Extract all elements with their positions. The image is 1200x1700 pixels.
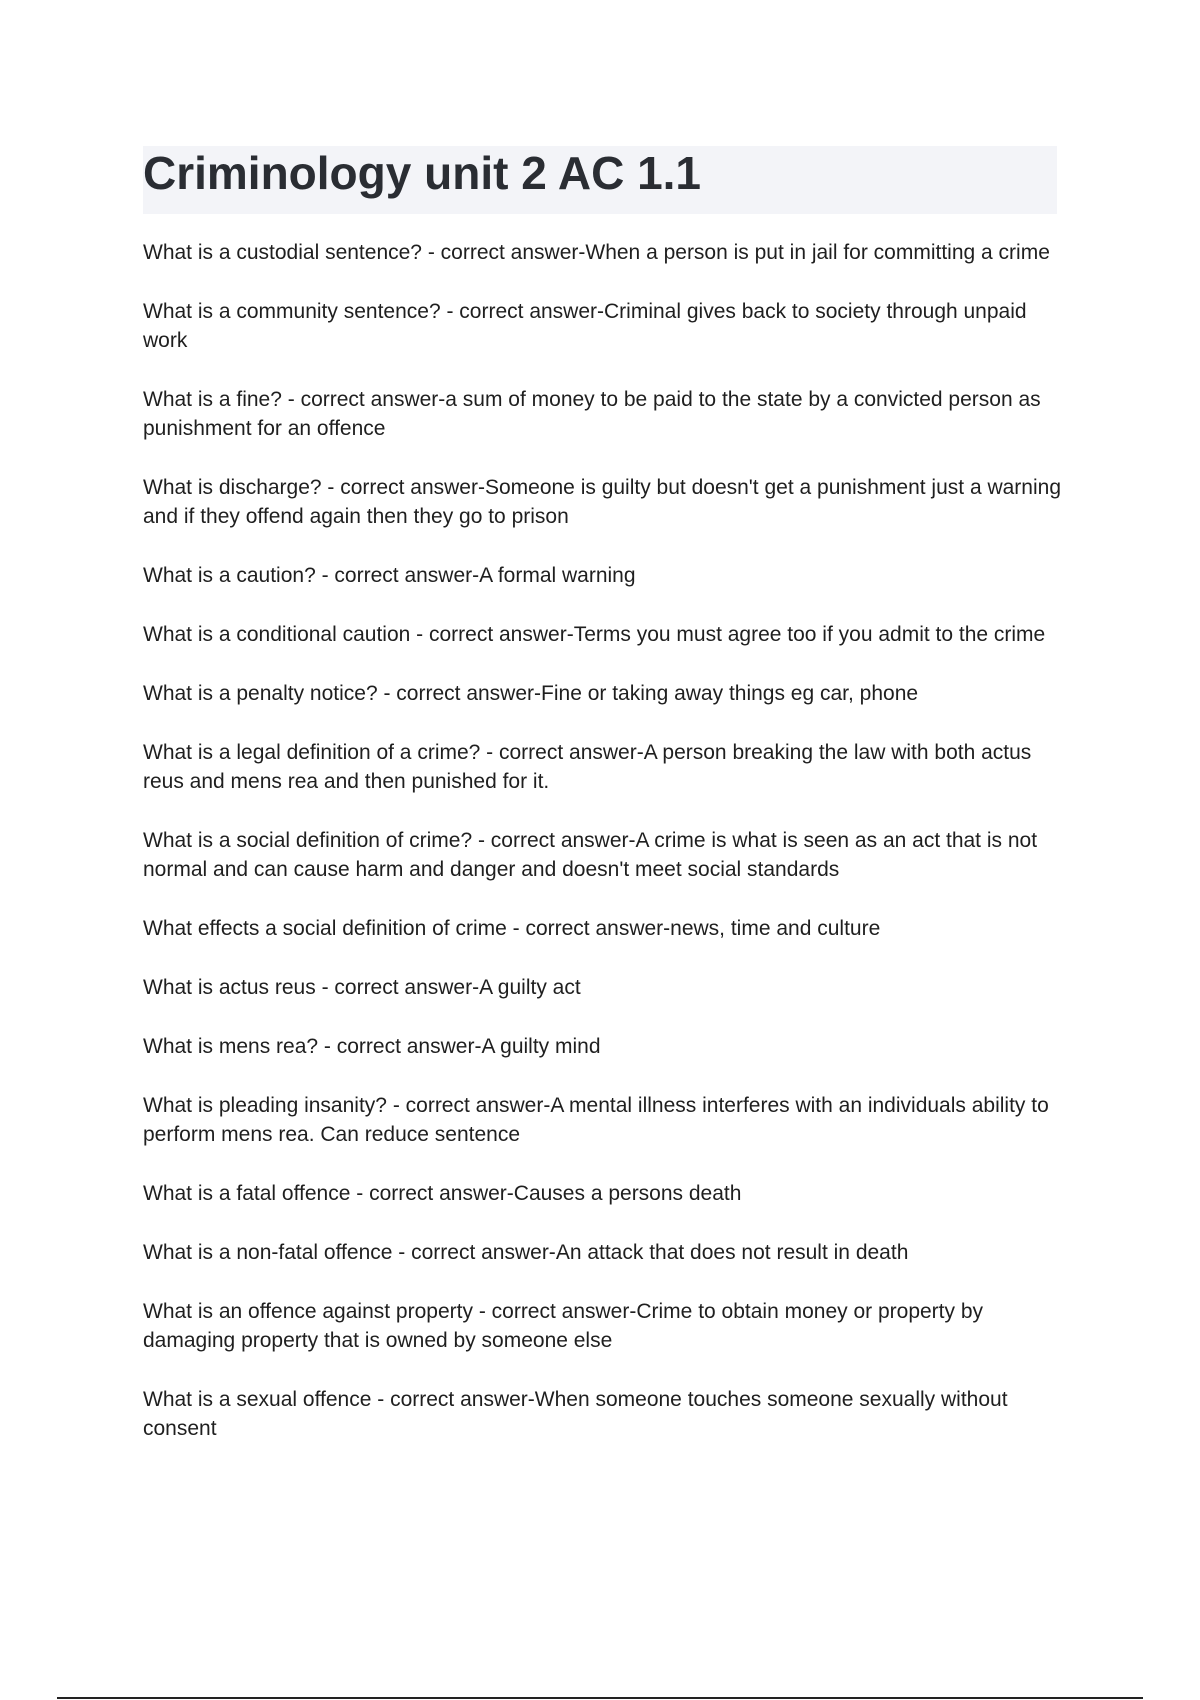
qa-question: What is a legal definition of a crime? [143, 741, 481, 764]
qa-question: What is mens rea? [143, 1035, 319, 1058]
qa-question: What is a sexual offence [143, 1388, 372, 1411]
qa-answer: A person breaking the law with both actus reus and mens rea and then punished for it. [143, 741, 1032, 793]
qa-item: What is a sexual offence - correct answer-When someone touches someone sexually without consent [143, 1388, 1008, 1440]
qa-question: What is discharge? [143, 476, 322, 499]
footer-divider [57, 1697, 1143, 1699]
qa-answer: Fine or taking away things eg car, phone [541, 682, 919, 705]
qa-answer: Crime to obtain money or property by damaging property that is owned by someone else [143, 1300, 984, 1352]
qa-item: What is an offence against property - correct answer-Crime to obtain money or property by damaging property that is owned by someone else [143, 1300, 984, 1352]
qa-answer: Terms you must agree too if you admit to the crime [573, 623, 1046, 646]
qa-question: What is a fine? [143, 388, 282, 411]
qa-answer: Criminal gives back to society through unpaid work [143, 300, 1027, 352]
qa-answer: When a person is put in jail for committing a crime [585, 241, 1050, 264]
qa-item: What is a caution? - correct answer-A formal warning [143, 564, 636, 587]
qa-answer: news, time and culture [670, 917, 881, 940]
qa-item: What is a community sentence? - correct answer-Criminal gives back to society through unpaid work [143, 300, 1027, 352]
qa-question: What is a community sentence? [143, 300, 441, 323]
qa-question: What is a caution? [143, 564, 316, 587]
qa-item: What is actus reus - correct answer-A guilty act [143, 976, 581, 999]
qa-answer: A formal warning [479, 564, 636, 587]
qa-answer: An attack that does not result in death [555, 1241, 909, 1264]
qa-answer: A mental illness interferes with an individuals ability to perform mens rea. Can reduce sentence [143, 1094, 1049, 1146]
qa-question: What is a custodial sentence? [143, 241, 422, 264]
qa-question: What is a conditional caution [143, 623, 411, 646]
qa-question: What effects a social definition of crime [143, 917, 507, 940]
qa-question: What is a social definition of crime? [143, 829, 473, 852]
qa-answer: Causes a persons death [513, 1182, 742, 1205]
qa-question: What is pleading insanity? [143, 1094, 387, 1117]
qa-answer: A crime is what is seen as an act that is not normal and can cause harm and danger and doesn't meet social standards [143, 829, 1038, 881]
qa-answer: Someone is guilty but doesn't get a punishment just a warning and if they offend again then they go to prison [143, 476, 1061, 528]
qa-item: What is a custodial sentence? - correct answer-When a person is put in jail for committing a crime [143, 241, 1050, 264]
qa-item: What is a fatal offence - correct answer-Causes a persons death [143, 1182, 742, 1205]
page-title: Criminology unit 2 AC 1.1 [143, 147, 702, 199]
qa-list [143, 238, 1063, 1473]
qa-question: What is a fatal offence [143, 1182, 351, 1205]
qa-question: What is actus reus [143, 976, 316, 999]
qa-item: What effects a social definition of crime - correct answer-news, time and culture [143, 917, 881, 940]
qa-answer: When someone touches someone sexually without consent [143, 1388, 1008, 1440]
qa-item: What is a fine? - correct answer-a sum of money to be paid to the state by a convicted person as punishment for an offence [143, 388, 1041, 440]
qa-item: What is a conditional caution - correct answer-Terms you must agree too if you admit to the crime [143, 623, 1046, 646]
qa-item: What is a penalty notice? - correct answer-Fine or taking away things eg car, phone [143, 682, 919, 705]
qa-question: What is a non-fatal offence [143, 1241, 393, 1264]
qa-item: What is a non-fatal offence - correct answer-An attack that does not result in death [143, 1241, 909, 1264]
qa-item: What is mens rea? - correct answer-A guilty mind [143, 1035, 601, 1058]
qa-item: What is a social definition of crime? - correct answer-A crime is what is seen as an act that is not normal and can cause harm and danger and doesn't meet social standards [143, 829, 1038, 881]
qa-answer: a sum of money to be paid to the state by a convicted person as punishment for an offence [143, 388, 1041, 440]
qa-item: What is a legal definition of a crime? - correct answer-A person breaking the law with both actus reus and mens rea and then punished for it. [143, 741, 1032, 793]
qa-question: What is an offence against property [143, 1300, 473, 1323]
qa-question: What is a penalty notice? [143, 682, 378, 705]
qa-answer: A guilty mind [481, 1035, 601, 1058]
qa-item: What is discharge? - correct answer-Someone is guilty but doesn't get a punishment just a warning and if they offend again then they go to prison [143, 476, 1061, 528]
qa-answer: A guilty act [479, 976, 581, 999]
qa-item: What is pleading insanity? - correct answer-A mental illness interferes with an individuals ability to perform mens rea. Can reduce sentence [143, 1094, 1049, 1146]
